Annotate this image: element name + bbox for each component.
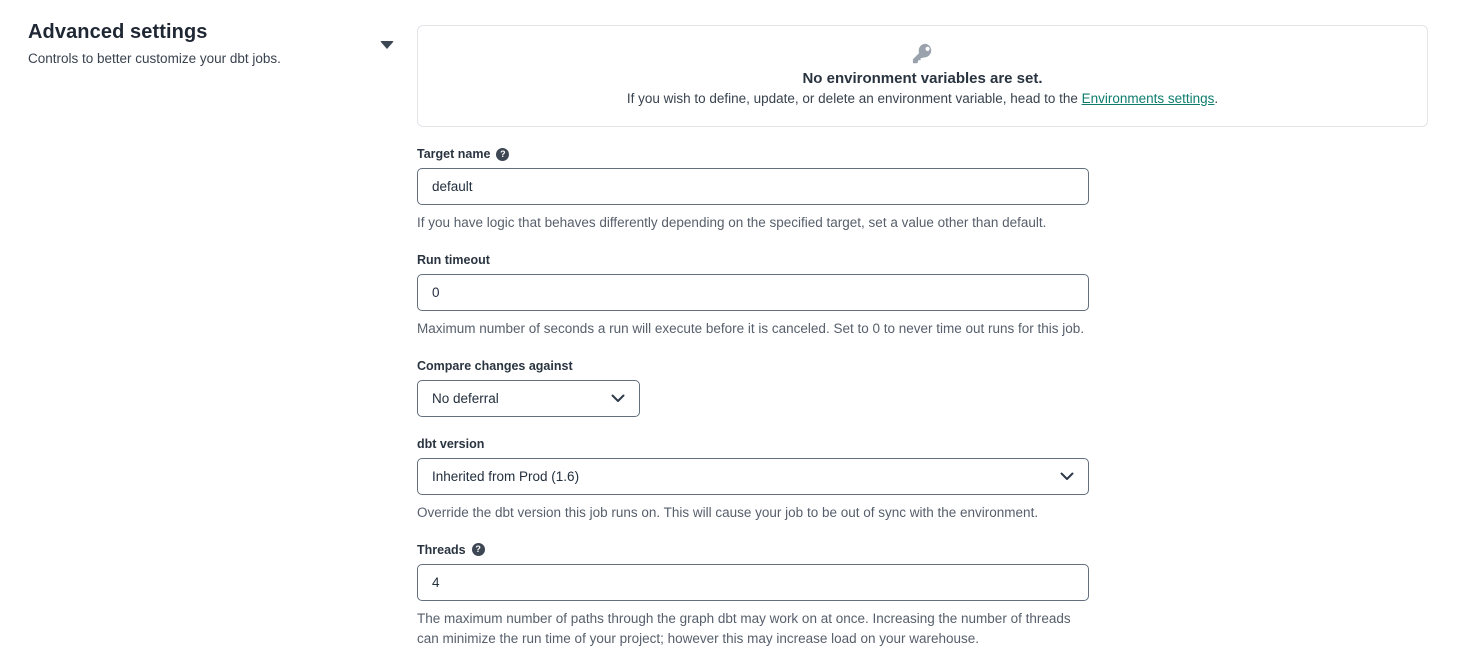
dbt-version-label: dbt version bbox=[417, 436, 485, 451]
env-desc-prefix: If you wish to define, update, or delete an environment variable, head to the bbox=[626, 91, 1082, 106]
target-name-help-icon[interactable]: ? bbox=[496, 148, 509, 161]
field-target-name bbox=[417, 147, 1089, 233]
section-header bbox=[0, 0, 417, 659]
compare-changes-label: Compare changes against bbox=[417, 358, 573, 373]
env-empty-description bbox=[438, 91, 1407, 106]
key-icon bbox=[911, 42, 934, 65]
run-timeout-helper: Maximum number of seconds a run will execute before it is canceled. Set to 0 to never time out runs for this job. bbox=[417, 320, 1085, 336]
run-timeout-input[interactable] bbox=[417, 274, 1089, 311]
field-run-timeout bbox=[417, 253, 1089, 339]
field-threads bbox=[417, 543, 1089, 649]
target-name-label-row bbox=[417, 147, 1089, 161]
page-subtitle: Controls to better customize your dbt jobs. bbox=[28, 51, 281, 66]
threads-input[interactable] bbox=[417, 564, 1089, 601]
dbt-version-helper: Override the dbt version this job runs on. This will cause your job to be out of sync with the environment. bbox=[417, 504, 1039, 520]
threads-help-icon[interactable]: ? bbox=[472, 543, 485, 556]
compare-changes-label-row bbox=[417, 359, 1089, 373]
compare-changes-selected-value: No deferral bbox=[432, 390, 499, 406]
run-timeout-label-row bbox=[417, 253, 1089, 267]
threads-label: Threads bbox=[417, 542, 466, 557]
advanced-settings-form bbox=[417, 147, 1089, 649]
chevron-down-icon bbox=[1060, 472, 1074, 481]
dbt-version-label-row bbox=[417, 437, 1089, 451]
chevron-down-icon bbox=[611, 394, 625, 403]
env-empty-title: No environment variables are set. bbox=[802, 70, 1043, 87]
compare-changes-select[interactable] bbox=[417, 380, 640, 417]
env-desc-suffix: . bbox=[1214, 91, 1219, 106]
env-variables-empty-state bbox=[417, 25, 1428, 127]
run-timeout-label: Run timeout bbox=[417, 252, 490, 267]
target-name-helper: If you have logic that behaves differently depending on the specified target, set a value other than default. bbox=[417, 215, 1047, 230]
target-name-input[interactable] bbox=[417, 168, 1089, 205]
field-dbt-version bbox=[417, 437, 1089, 523]
field-compare-changes bbox=[417, 359, 1089, 417]
threads-helper: The maximum number of paths through the graph dbt may work on at once. Increasing the number of threads can minimize the run time of your project; however this may increase load on your warehouse. bbox=[417, 610, 1071, 646]
threads-label-row bbox=[417, 543, 1089, 557]
settings-form-area bbox=[417, 0, 1458, 659]
target-name-label: Target name bbox=[417, 147, 491, 161]
dbt-version-selected-value: Inherited from Prod (1.6) bbox=[432, 468, 580, 484]
caret-down-icon bbox=[380, 41, 394, 49]
collapse-section-toggle[interactable] bbox=[377, 38, 397, 52]
dbt-version-select[interactable] bbox=[417, 458, 1089, 495]
environments-settings-link[interactable]: Environments settings bbox=[1081, 91, 1215, 106]
page-title: Advanced settings bbox=[28, 21, 208, 43]
